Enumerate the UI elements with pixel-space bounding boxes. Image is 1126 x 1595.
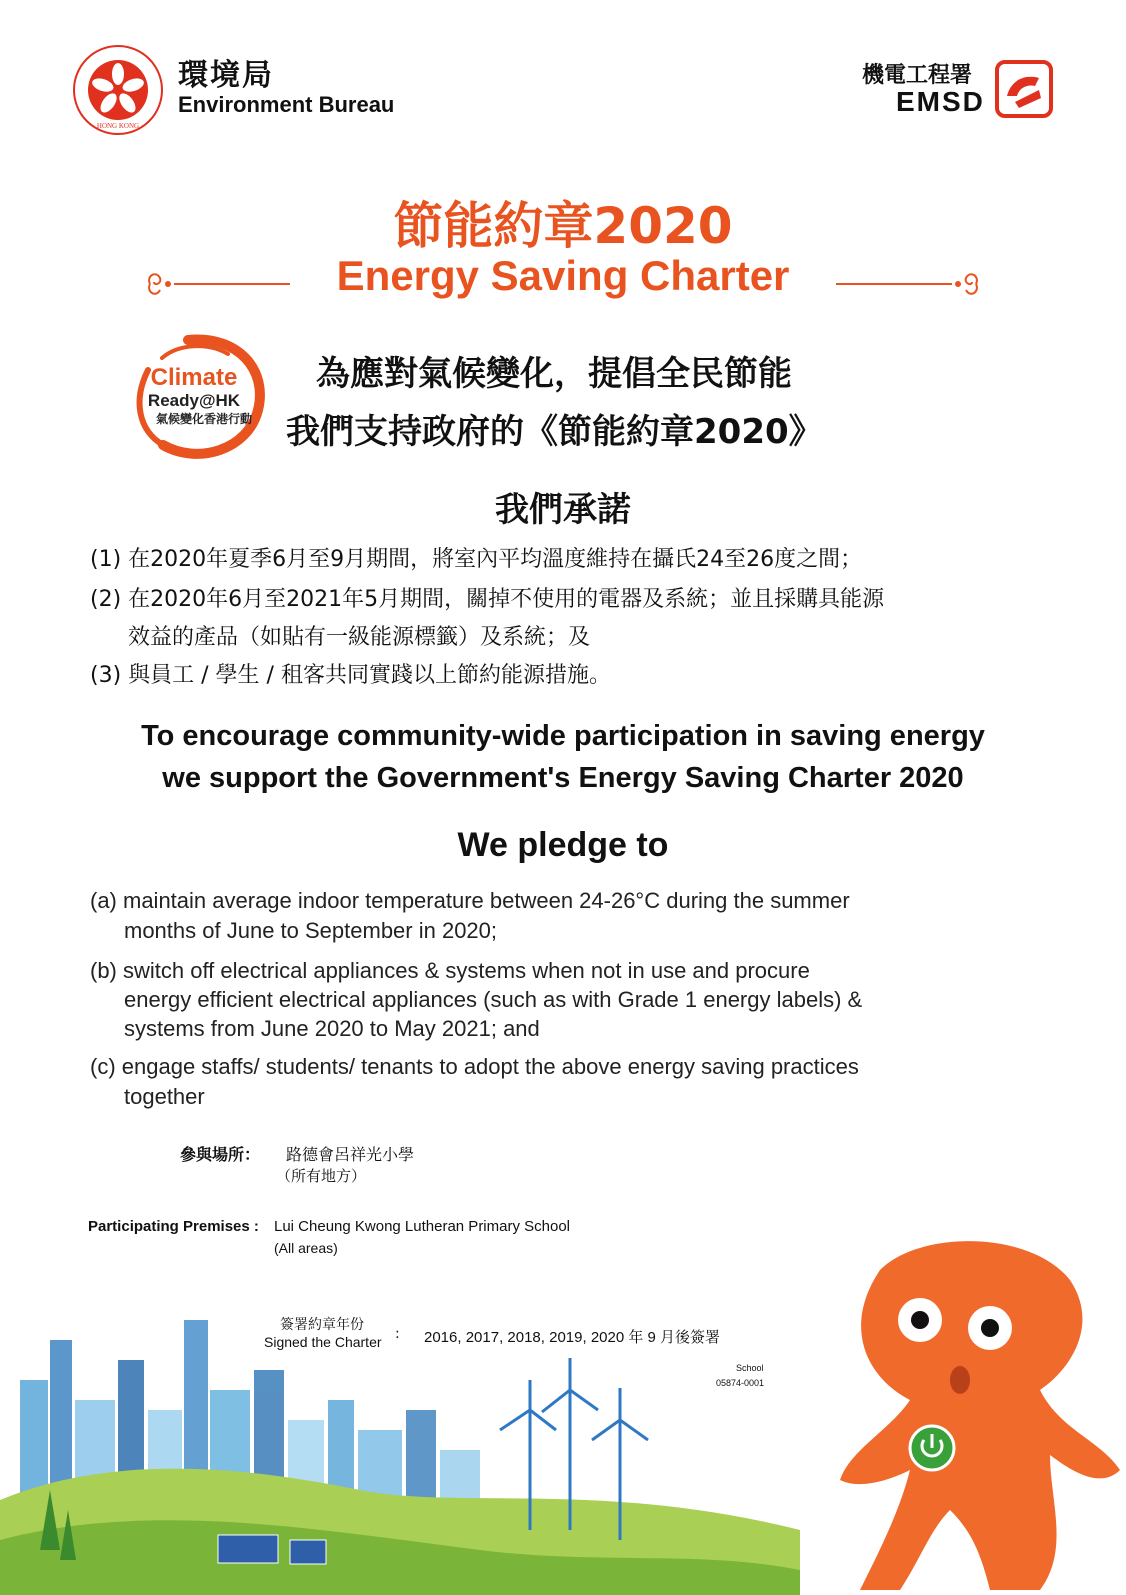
bureau-name-en: Environment Bureau (178, 92, 395, 117)
slogan-line1: 為應對氣候變化，提倡全民節能 (316, 354, 792, 394)
climate-logo-line2: Ready@HK (147, 391, 241, 410)
school-code: 05874-0001 (716, 1378, 765, 1388)
school-label: School (736, 1363, 764, 1373)
title-zh: 節能約章2020 (393, 197, 733, 255)
climate-logo-line1: Climate (150, 364, 238, 391)
climate-logo-line3: 氣候變化香港行動 (155, 412, 253, 426)
pledge-heading-zh: 我們承諾 (495, 490, 631, 530)
premises-label-en: Participating Premises : (88, 1218, 259, 1235)
premises-value-zh: 路德會呂祥光小學 (286, 1145, 415, 1164)
pledge-en-item-a: (a) maintain average indoor temperature between 24-26°C during the summer (90, 888, 850, 913)
cityscape-illustration-icon (0, 1300, 800, 1595)
pledge-en-item-c: (c) engage staffs/ students/ tenants to adopt the above energy saving practices (90, 1054, 859, 1079)
title-en: Energy Saving Charter (336, 252, 790, 299)
ornament-right-icon (832, 264, 982, 304)
seal-text: HONG KONG (96, 122, 140, 130)
pledge-en-item-a-cont: months of June to September in 2020; (124, 918, 498, 943)
signed-years: 2016, 2017, 2018, 2019, 2020 年 9 月後簽署 (424, 1329, 721, 1346)
pledge-heading-en: We pledge to (457, 826, 669, 864)
pledge-en-item-b-cont2: systems from June 2020 to May 2021; and (124, 1016, 540, 1041)
pledge-zh-item-2-cont: 效益的產品（如貼有一級能源標籤）及系統；及 (128, 625, 591, 650)
signed-label-en: Signed the Charter (264, 1334, 382, 1350)
english-lead-line2: we support the Government's Energy Saving Charter 2020 (162, 762, 964, 794)
premises-label-zh: 參與場所： (180, 1145, 261, 1164)
slogan-line2: 我們支持政府的《節能約章2020》 (286, 412, 823, 452)
bureau-name-zh: 環境局 (178, 58, 274, 93)
signed-label-zh: 簽署約章年份 (280, 1317, 364, 1333)
pledge-en-item-c-cont: together (124, 1084, 205, 1109)
pledge-en-item-b: (b) switch off electrical appliances & systems when not in use and procure (90, 958, 810, 983)
signed-colon: : (395, 1326, 400, 1342)
environment-bureau-seal-icon (72, 44, 164, 136)
premises-sub-zh: （所有地方） (276, 1167, 367, 1185)
premises-value-en: Lui Cheung Kwong Lutheran Primary School (274, 1218, 571, 1235)
mascot-icon (800, 1230, 1126, 1595)
english-lead-line1: To encourage community-wide participation in saving energy (141, 720, 985, 752)
emsd-name-zh: 機電工程署 (862, 63, 973, 88)
emsd-logo-icon (995, 60, 1053, 118)
pledge-zh-item-2: (2) 在2020年6月至2021年5月期間，關掉不使用的電器及系統；並且採購具能源 (90, 587, 885, 612)
premises-sub-en: (All areas) (274, 1240, 338, 1256)
climate-ready-logo-icon (118, 330, 278, 470)
pledge-zh-item-1: (1) 在2020年夏季6月至9月期間，將室內平均溫度維持在攝氏24至26度之間； (90, 547, 863, 572)
pledge-en-item-b-cont1: energy efficient electrical appliances (such as with Grade 1 energy labels) & (124, 987, 863, 1012)
emsd-name-en: EMSD (896, 86, 985, 117)
pledge-zh-item-3: (3) 與員工 / 學生 / 租客共同實踐以上節約能源措施。 (90, 663, 611, 688)
